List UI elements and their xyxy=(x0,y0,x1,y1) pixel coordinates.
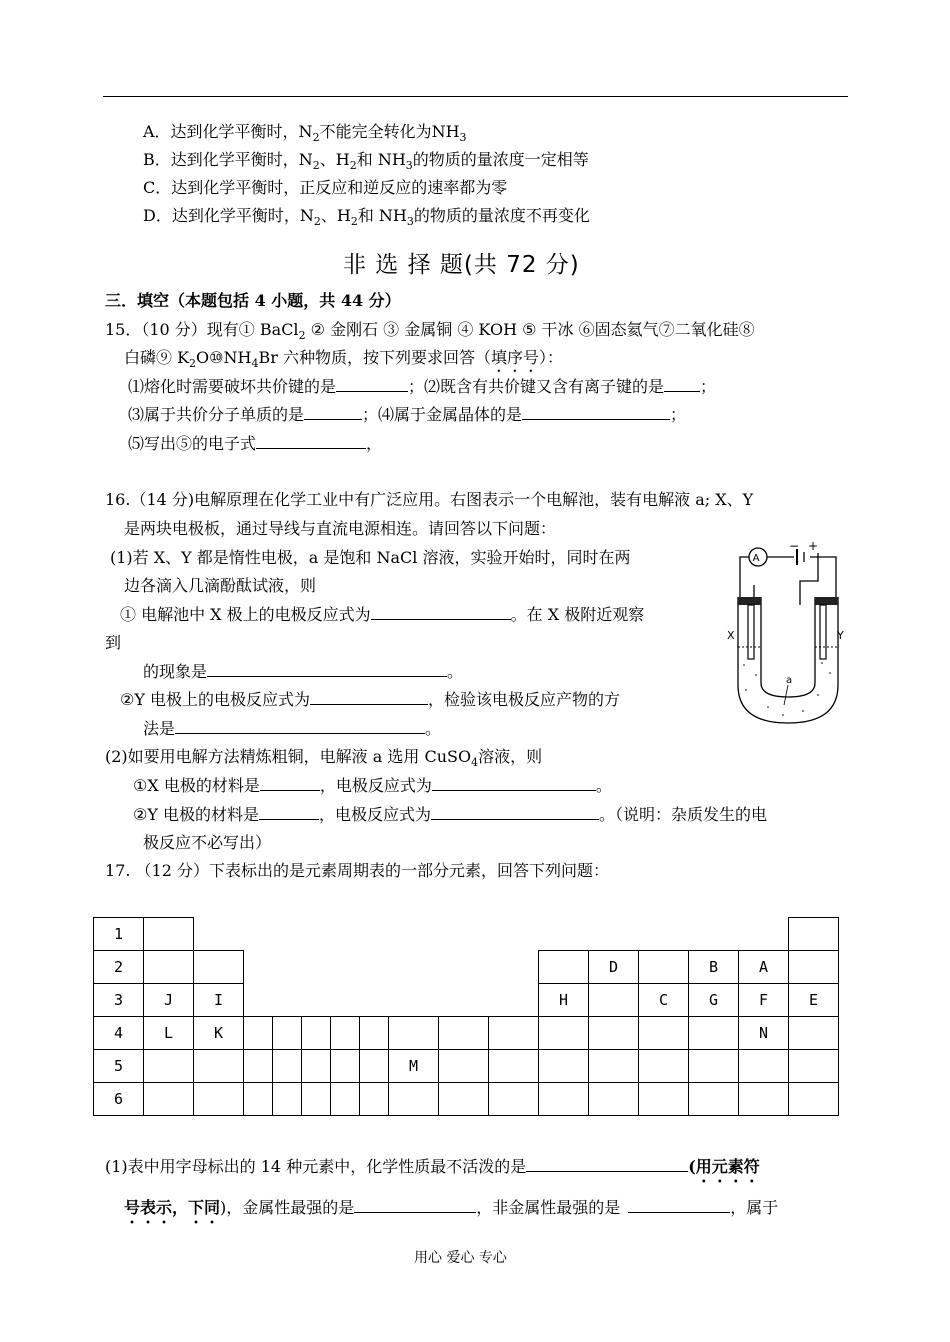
element-cell: B xyxy=(689,951,739,984)
element-cell: L xyxy=(144,1017,194,1050)
period-label: 2 xyxy=(94,951,144,984)
page-footer: 用心 爱心 专心 xyxy=(414,1250,507,1266)
q16-s2-note: 极反应不必写出） xyxy=(143,833,272,852)
period-row-6 xyxy=(94,1083,839,1116)
option-d: D．达到化学平衡时，$N_2$、$H_2$和 $NH_3$的物质的量浓度不再变化 xyxy=(143,206,590,229)
q16-s2-line1: (2)如要用电解方法精炼粗铜，电解液 a 选用 CuSO$_4$溶液，则 xyxy=(105,747,543,770)
q17-intro: 17. （12 分）下表标出的是元素周期表的一部分元素，回答下列问题： xyxy=(105,861,609,880)
answer-blank[interactable] xyxy=(260,776,320,791)
x-label: X xyxy=(727,629,735,642)
element-cell: I xyxy=(194,984,244,1017)
answer-blank[interactable] xyxy=(522,405,670,420)
element-cell: A xyxy=(739,951,789,984)
q15-line2: 白磷⑨ $K_2O⑩NH_4Br$ 六种物质，按下列要求回答（填序号）： xyxy=(124,348,563,371)
period-label: 6 xyxy=(94,1083,144,1116)
q16-s2-x: ①X 电极的材料是 ，电极反应式为 。 xyxy=(133,776,612,795)
answer-blank[interactable] xyxy=(304,405,362,420)
answer-blank[interactable] xyxy=(175,719,425,734)
element-cell: J xyxy=(144,984,194,1017)
element-cell: D xyxy=(589,951,639,984)
answer-blank[interactable] xyxy=(336,377,408,392)
q16-s1-q1-phenomenon: 的现象是 。 xyxy=(143,662,464,681)
element-cell: E xyxy=(789,984,839,1017)
electrolysis-cell-diagram xyxy=(718,535,853,735)
minus-label: − xyxy=(789,539,800,553)
answer-blank[interactable] xyxy=(432,776,596,791)
element-cell: H xyxy=(539,984,589,1017)
ammeter-label: A xyxy=(752,553,760,564)
q15-parts-1-2: ⑴熔化时需要破坏共价键的是 ；⑵既含有共价键又含有离子键的是 ； xyxy=(128,377,717,396)
right-stopper xyxy=(815,597,838,605)
q17-part1-line2: 号表示，下同)，金属性最强的是 ，非金属性最强的是 ，属于 xyxy=(124,1198,779,1217)
section-title: 非 选 择 题(共 72 分) xyxy=(343,252,580,278)
answer-blank[interactable] xyxy=(354,1198,476,1213)
q16-intro-2: 是两块电极板，通过导线与直流电源相连。请回答以下问题： xyxy=(124,519,557,538)
answer-blank[interactable] xyxy=(310,690,428,705)
period-label: 3 xyxy=(94,984,144,1017)
answer-blank[interactable] xyxy=(526,1157,688,1172)
period-label: 1 xyxy=(94,918,144,951)
q15-parts-3-4: ⑶属于共价分子单质的是 ；⑷属于金属晶体的是 ； xyxy=(128,405,687,424)
q17-part1-line1: (1)表中用字母标出的 14 种元素中，化学性质最不活泼的是 (用元素符 xyxy=(105,1157,760,1176)
q16-s1-line2: 边各滴入几滴酚酞试液，则 xyxy=(124,576,317,595)
answer-blank[interactable] xyxy=(664,377,700,392)
x-electrode xyxy=(748,605,754,659)
answer-blank[interactable] xyxy=(431,805,599,820)
answer-blank[interactable] xyxy=(207,662,447,677)
option-c: C．达到化学平衡时，正反应和逆反应的速率都为零 xyxy=(143,178,508,197)
element-cell: K xyxy=(194,1017,244,1050)
q15-part-5: ⑸写出⑤的电子式 ， xyxy=(128,434,383,453)
header-rule xyxy=(103,96,848,97)
period-row-1 xyxy=(94,918,839,951)
option-a: A．达到化学平衡时，$N_2$不能完全转化为$NH_3$ xyxy=(143,122,467,145)
a-label: a xyxy=(786,675,793,686)
period-label: 4 xyxy=(94,1017,144,1050)
period-row-2 xyxy=(94,951,839,984)
element-cell: M xyxy=(389,1050,439,1083)
answer-blank[interactable] xyxy=(371,605,511,620)
period-label: 5 xyxy=(94,1050,144,1083)
period-row-5 xyxy=(94,1050,839,1083)
q16-s1-q1: ① 电解池中 X 极上的电极反应式为 。在 X 极附近观察 xyxy=(120,605,645,624)
q16-s1-q2: ②Y 电极上的电极反应式为 ，检验该电极反应产物的方 xyxy=(120,690,621,709)
periodic-table xyxy=(93,917,839,1116)
option-b: B．达到化学平衡时，$N_2$、$H_2$和 $NH_3$的物质的量浓度一定相等 xyxy=(143,150,589,173)
element-cell: F xyxy=(739,984,789,1017)
answer-blank[interactable] xyxy=(256,434,366,449)
q16-s1-q2-method: 法是 。 xyxy=(143,719,442,738)
y-label: Y xyxy=(837,629,844,642)
q15-line1: 15．（10 分）现有① BaCl$_2$ ② 金刚石 ③ 金属铜 ④ KOH ⑤ 干冰 ⑥固态氦气⑦二氧化硅⑧ xyxy=(105,320,755,343)
y-electrode xyxy=(820,605,826,659)
answer-blank[interactable] xyxy=(259,805,319,820)
q16-s2-y: ②Y 电极的材料是 ，电极反应式为 。（说明：杂质发生的电 xyxy=(133,805,768,824)
section-three-heading: 三．填空（本题包括 4 小题，共 44 分） xyxy=(105,291,401,310)
q16-intro-1: 16.（14 分)电解原理在化学工业中有广泛应用。右图表示一个电解池，装有电解液 a; X、Y xyxy=(105,490,754,509)
period-row-4 xyxy=(94,1017,839,1050)
q16-s1-q1-cont: 到 xyxy=(105,633,122,652)
q16-s1-line1: (1)若 X、Y 都是惰性电极，a 是饱和 NaCl 溶液，实验开始时，同时在两 xyxy=(110,548,631,567)
left-stopper xyxy=(738,597,761,605)
element-cell: G xyxy=(689,984,739,1017)
element-cell: C xyxy=(639,984,689,1017)
answer-blank[interactable] xyxy=(628,1198,730,1213)
plus-label: + xyxy=(808,539,819,553)
element-cell: N xyxy=(739,1017,789,1050)
period-row-3 xyxy=(94,984,839,1017)
